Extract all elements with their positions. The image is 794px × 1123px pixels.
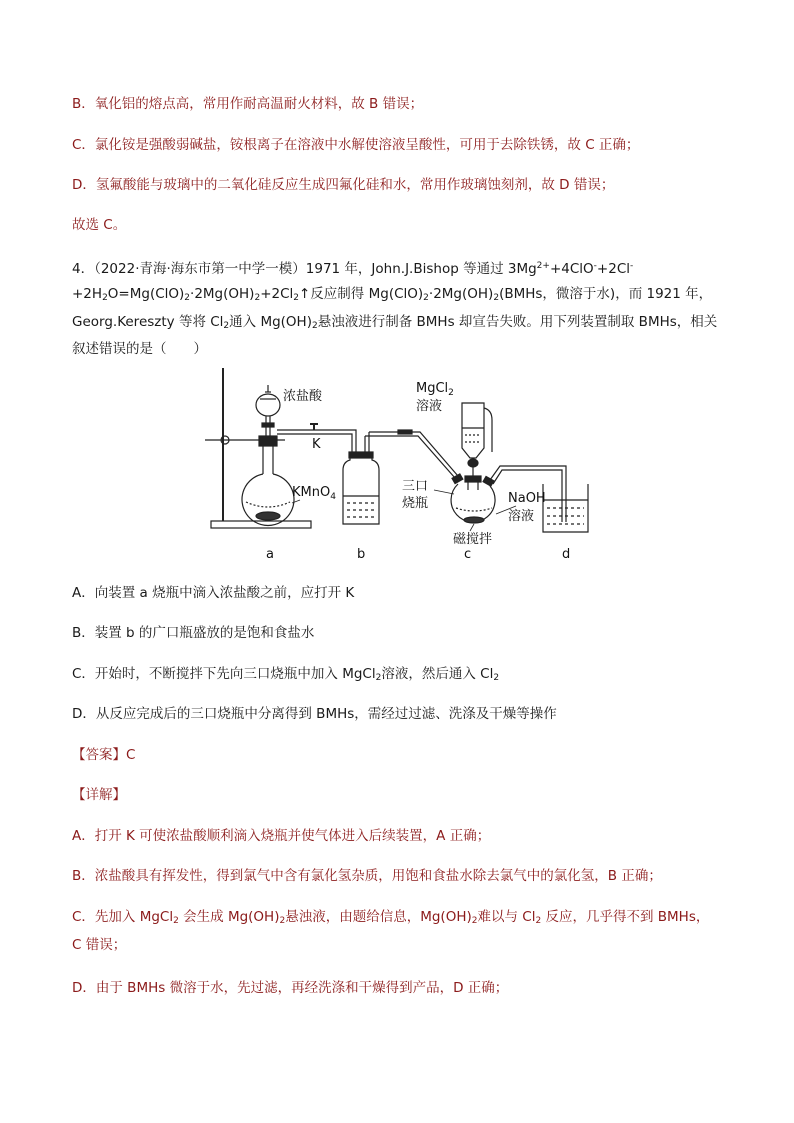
opt-c-sub: 2 xyxy=(493,673,500,683)
q-text: ·2Mg(OH) xyxy=(428,286,494,302)
opt-c-text: C．开始时，不断搅拌下先向三口烧瓶中加入 MgCl xyxy=(72,666,376,682)
detail-b: B．浓盐酸具有挥发性，得到氯气中含有氯化氢杂质，用饱和食盐水除去氯气中的氯化氢，B 正确； xyxy=(72,868,662,884)
q-text: +4ClO xyxy=(549,261,594,277)
detail-c-sub: 2 xyxy=(279,916,286,926)
detail-c-sub: 2 xyxy=(535,916,542,926)
option-b: B．装置 b 的广口瓶盛放的是饱和食盐水 xyxy=(72,625,315,641)
prev-solution-c: C．氯化铵是强酸弱碱盐，铵根离子在溶液中水解使溶液呈酸性，可用于去除铁锈，故 C 正确； xyxy=(72,137,640,153)
label-c: c xyxy=(464,547,472,562)
q-sub: 2 xyxy=(311,321,318,331)
option-d: D．从反应完成后的三口烧瓶中分离得到 BMHs，需经过过滤、洗涤及干燥等操作 xyxy=(72,706,557,722)
question-line-4: 叙述错误的是（ ） xyxy=(72,341,207,357)
q-sub: 2 xyxy=(423,293,429,303)
q-text: O=Mg(ClO) xyxy=(107,286,185,302)
label-mgcl2-solution: 溶液 xyxy=(416,399,443,414)
label-naoh: NaOH xyxy=(508,491,546,506)
q-sub: 2 xyxy=(184,293,191,303)
opt-c-sub: 2 xyxy=(375,673,382,683)
q-text: 悬浊液进行制备 BMHs 却宣告失败。用下列装置制取 BMHs，相关 xyxy=(317,314,718,330)
prev-conclusion: 故选 C。 xyxy=(72,217,127,233)
label-b: b xyxy=(357,547,366,562)
label-mgcl2-sub: 2 xyxy=(448,388,454,398)
label-three-neck-1: 三口 xyxy=(402,479,429,494)
q-text: (BMHs，微溶于水)，而 1921 年， xyxy=(499,286,713,302)
option-c xyxy=(72,664,499,688)
detail-c-text: 难以与 Cl xyxy=(477,909,536,925)
detail-c-text: 会生成 Mg(OH) xyxy=(178,909,280,925)
q-sub: 2 xyxy=(254,293,261,303)
label-kmno4-sub: 4 xyxy=(330,492,336,502)
label-k: K xyxy=(312,437,321,452)
flask-a xyxy=(242,446,294,526)
q-text: +2Cl xyxy=(260,286,294,302)
detail-c-text: 悬浊液，由题给信息，Mg(OH) xyxy=(285,909,472,925)
dropping-funnel xyxy=(462,403,492,478)
label-d: d xyxy=(562,547,571,562)
wash-bottle-b xyxy=(343,432,379,524)
detail-c-cont: C 错误； xyxy=(72,937,127,953)
answer: 【答案】C xyxy=(72,747,136,763)
label-three-neck-2: 烧瓶 xyxy=(402,496,429,511)
label-kmno4-main: KMnO xyxy=(292,485,331,500)
q-sup: - xyxy=(593,261,597,271)
q-sub: 2 xyxy=(493,293,500,303)
q-text: +2H xyxy=(72,286,103,302)
label-kmno4 xyxy=(292,485,336,502)
three-neck-flask xyxy=(451,474,495,523)
q-sub: 2 xyxy=(223,321,230,331)
label-hcl: 浓盐酸 xyxy=(283,389,323,404)
label-mgcl2 xyxy=(416,381,454,398)
detail-c-text: C．先加入 MgCl xyxy=(72,909,174,925)
detail-d: D．由于 BMHs 微溶于水，先过滤，再经洗涤和干燥得到产品，D 正确； xyxy=(72,980,509,996)
q-sup: - xyxy=(630,261,634,271)
label-a: a xyxy=(266,547,274,562)
option-a: A．向装置 a 烧瓶中滴入浓盐酸之前，应打开 K xyxy=(72,585,355,601)
label-stir: 磁搅拌 xyxy=(453,532,493,547)
q-text: +2Cl xyxy=(596,261,630,277)
detail-c xyxy=(72,907,709,931)
q-text: ·2Mg(OH) xyxy=(190,286,255,302)
separatory-funnel xyxy=(256,385,280,446)
q-sup: 2+ xyxy=(536,261,550,271)
detail-heading: 【详解】 xyxy=(72,787,126,803)
q-text: ↑反应制得 Mg(ClO) xyxy=(299,286,424,302)
detail-a: A．打开 K 可使浓盐酸顺利滴入烧瓶并使气体进入后续装置，A 正确； xyxy=(72,828,491,844)
q-text: Georg.Kereszty 等将 Cl xyxy=(72,314,224,330)
label-mgcl2-main: MgCl xyxy=(416,381,449,396)
label-naoh-solution: 溶液 xyxy=(508,509,535,524)
detail-c-sub: 2 xyxy=(173,916,179,926)
detail-c-text: 反应，几乎得不到 BMHs， xyxy=(541,909,710,925)
q-sub: 2 xyxy=(102,293,108,303)
q-sub: 2 xyxy=(293,293,299,303)
opt-c-text: 溶液，然后通入 Cl xyxy=(381,666,494,682)
detail-c-sub: 2 xyxy=(471,916,478,926)
q-text: 通入 Mg(OH) xyxy=(229,314,312,330)
prev-solution-b: B．氧化铝的熔点高，常用作耐高温耐火材料，故 B 错误； xyxy=(72,96,424,112)
prev-solution-d: D．氢氟酸能与玻璃中的二氧化硅反应生成四氟化硅和水，常用作玻璃蚀刻剂，故 D 错误； xyxy=(72,177,615,193)
q-text: 4．（2022·青海·海东市第一中学一模）1971 年，John.J.Bishop 等通过 3Mg xyxy=(72,261,537,277)
